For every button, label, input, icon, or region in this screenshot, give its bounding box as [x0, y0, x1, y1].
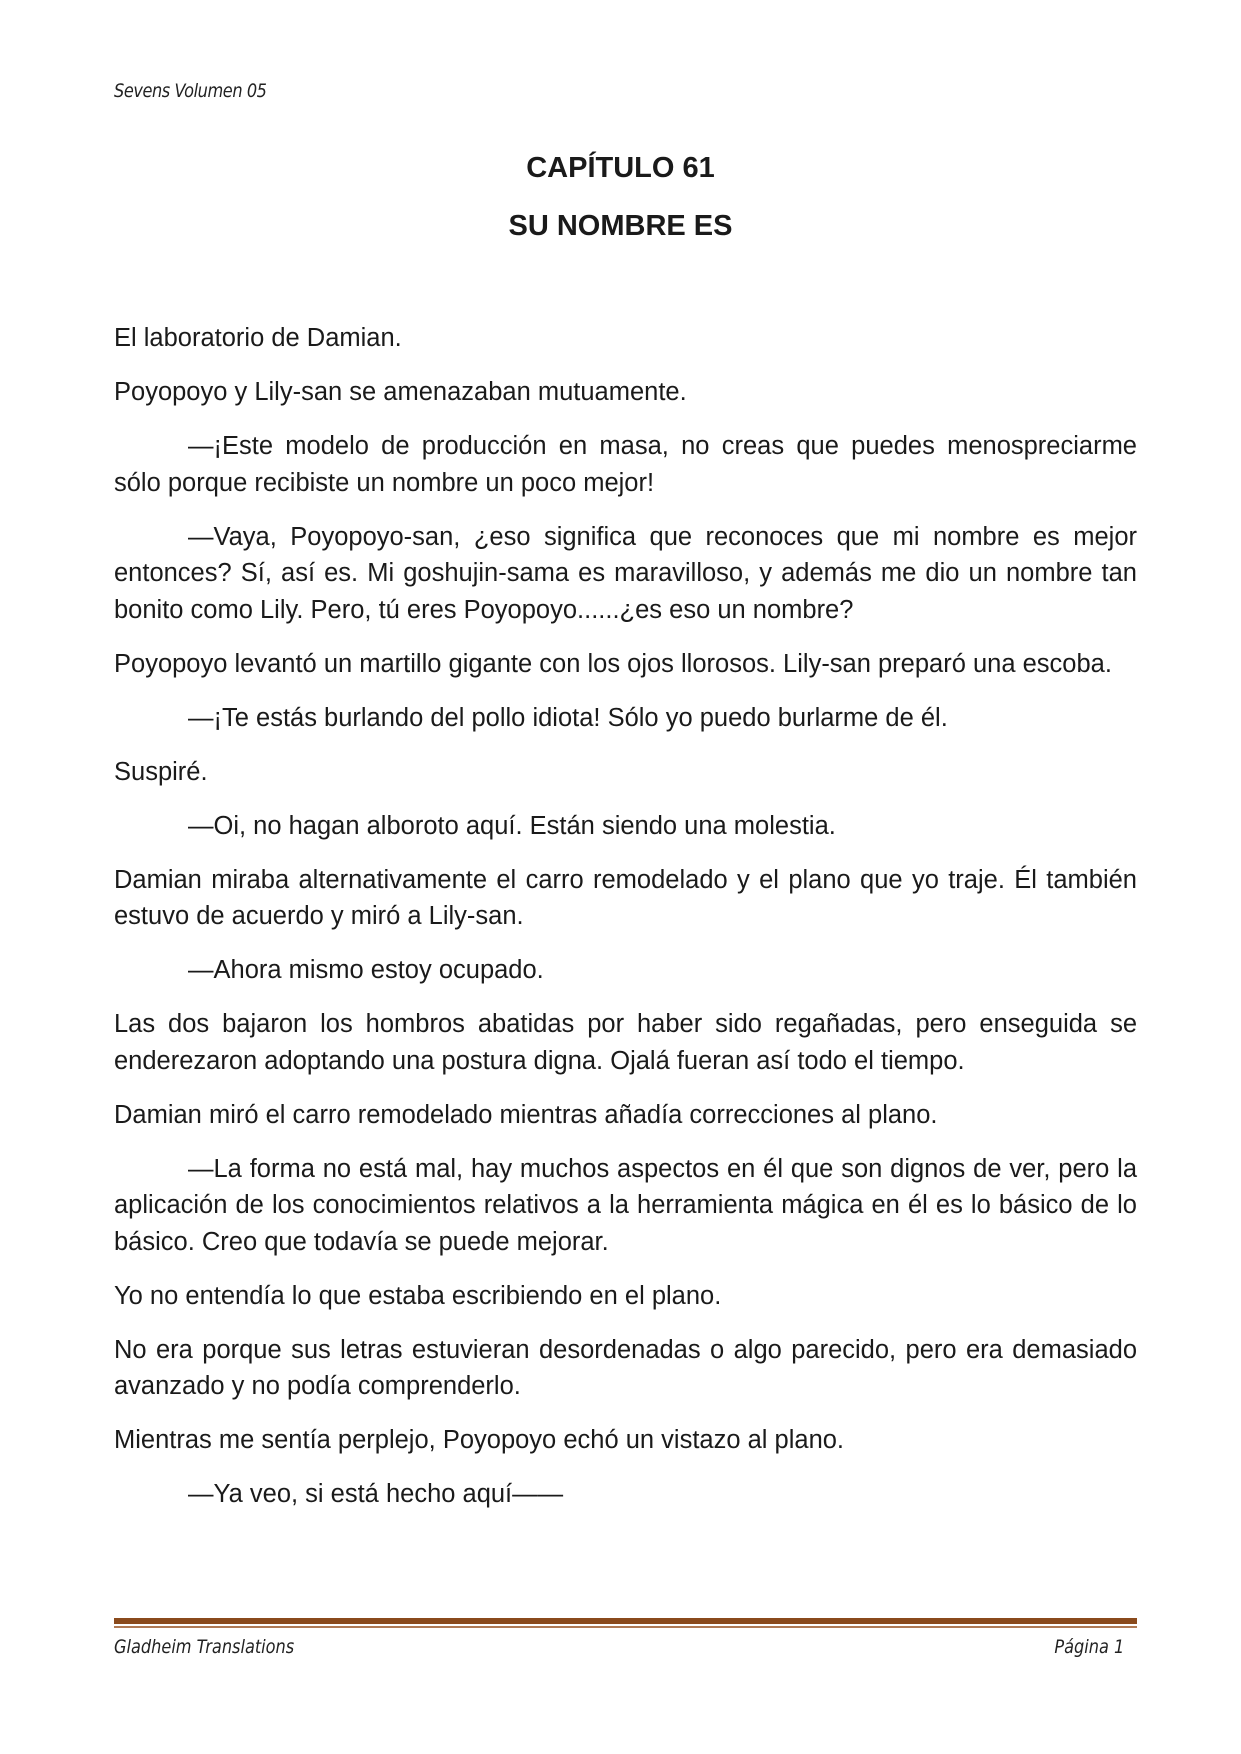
dialogue-paragraph: —La forma no está mal, hay muchos aspectos en él que son dignos de ver, pero la aplicación de los conocimientos relativos a la herramienta mágica en él es lo básico de lo básico. Creo que todavía se puede mejorar.: [114, 1154, 1137, 1256]
dialogue-paragraph: —¡Te estás burlando del pollo idiota! Sólo yo puedo burlarme de él.: [188, 703, 948, 732]
running-header: Sevens Volumen 05: [114, 80, 267, 102]
chapter-title: SU NOMBRE ES: [508, 210, 733, 242]
chapter-number: CAPÍTULO 61: [526, 152, 715, 184]
dialogue-paragraph: —Vaya, Poyopoyo-san, ¿eso significa que reconoces que mi nombre es mejor entonces? Sí, así es. Mi goshujin-sama es maravilloso, y además me dio un nombre tan bonito como Lily. Pero, tú eres Poyopoyo......¿es eso un nombre?: [114, 522, 1137, 624]
paragraph: El laboratorio de Damian.: [114, 324, 402, 352]
dialogue-paragraph: —¡Este modelo de producción en masa, no creas que puedes menospreciarme sólo porque recibiste un nombre un poco mejor!: [114, 432, 1137, 497]
paragraph: Damian miraba alternativamente el carro remodelado y el plano que yo traje. Él también estuvo de acuerdo y miró a Lily-san.: [114, 865, 1137, 930]
dialogue-paragraph: —Ahora mismo estoy ocupado.: [188, 956, 544, 984]
paragraph: Poyopoyo levantó un martillo gigante con los ojos llorosos. Lily-san preparó una escoba.: [114, 649, 1112, 678]
dialogue-paragraph: —Ya veo, si está hecho aquí——: [188, 1480, 564, 1508]
body-text: [114, 320, 1137, 1530]
footer-translator: Gladheim Translations: [114, 1636, 295, 1658]
paragraph: Damian miró el carro remodelado mientras añadía correcciones al plano.: [114, 1100, 938, 1129]
paragraph: Poyopoyo y Lily-san se amenazaban mutuamente.: [114, 378, 687, 406]
footer-rule-thin: [114, 1626, 1137, 1628]
paragraph: Yo no entendía lo que estaba escribiendo en el plano.: [114, 1281, 722, 1310]
footer-rule: [114, 1618, 1137, 1624]
dialogue-paragraph: —Oi, no hagan alboroto aquí. Están siendo una molestia.: [188, 811, 836, 840]
footer-page-number: Página 1: [1054, 1636, 1124, 1658]
paragraph: Las dos bajaron los hombros abatidas por haber sido regañadas, pero enseguida se enderezaron adoptando una postura digna. Ojalá fueran así todo el tiempo.: [114, 1010, 1137, 1075]
paragraph: No era porque sus letras estuvieran desordenadas o algo parecido, pero era demasiado avanzado y no podía comprenderlo.: [114, 1335, 1137, 1400]
paragraph: Suspiré.: [114, 757, 208, 786]
paragraph: Mientras me sentía perplejo, Poyopoyo echó un vistazo al plano.: [114, 1426, 845, 1454]
